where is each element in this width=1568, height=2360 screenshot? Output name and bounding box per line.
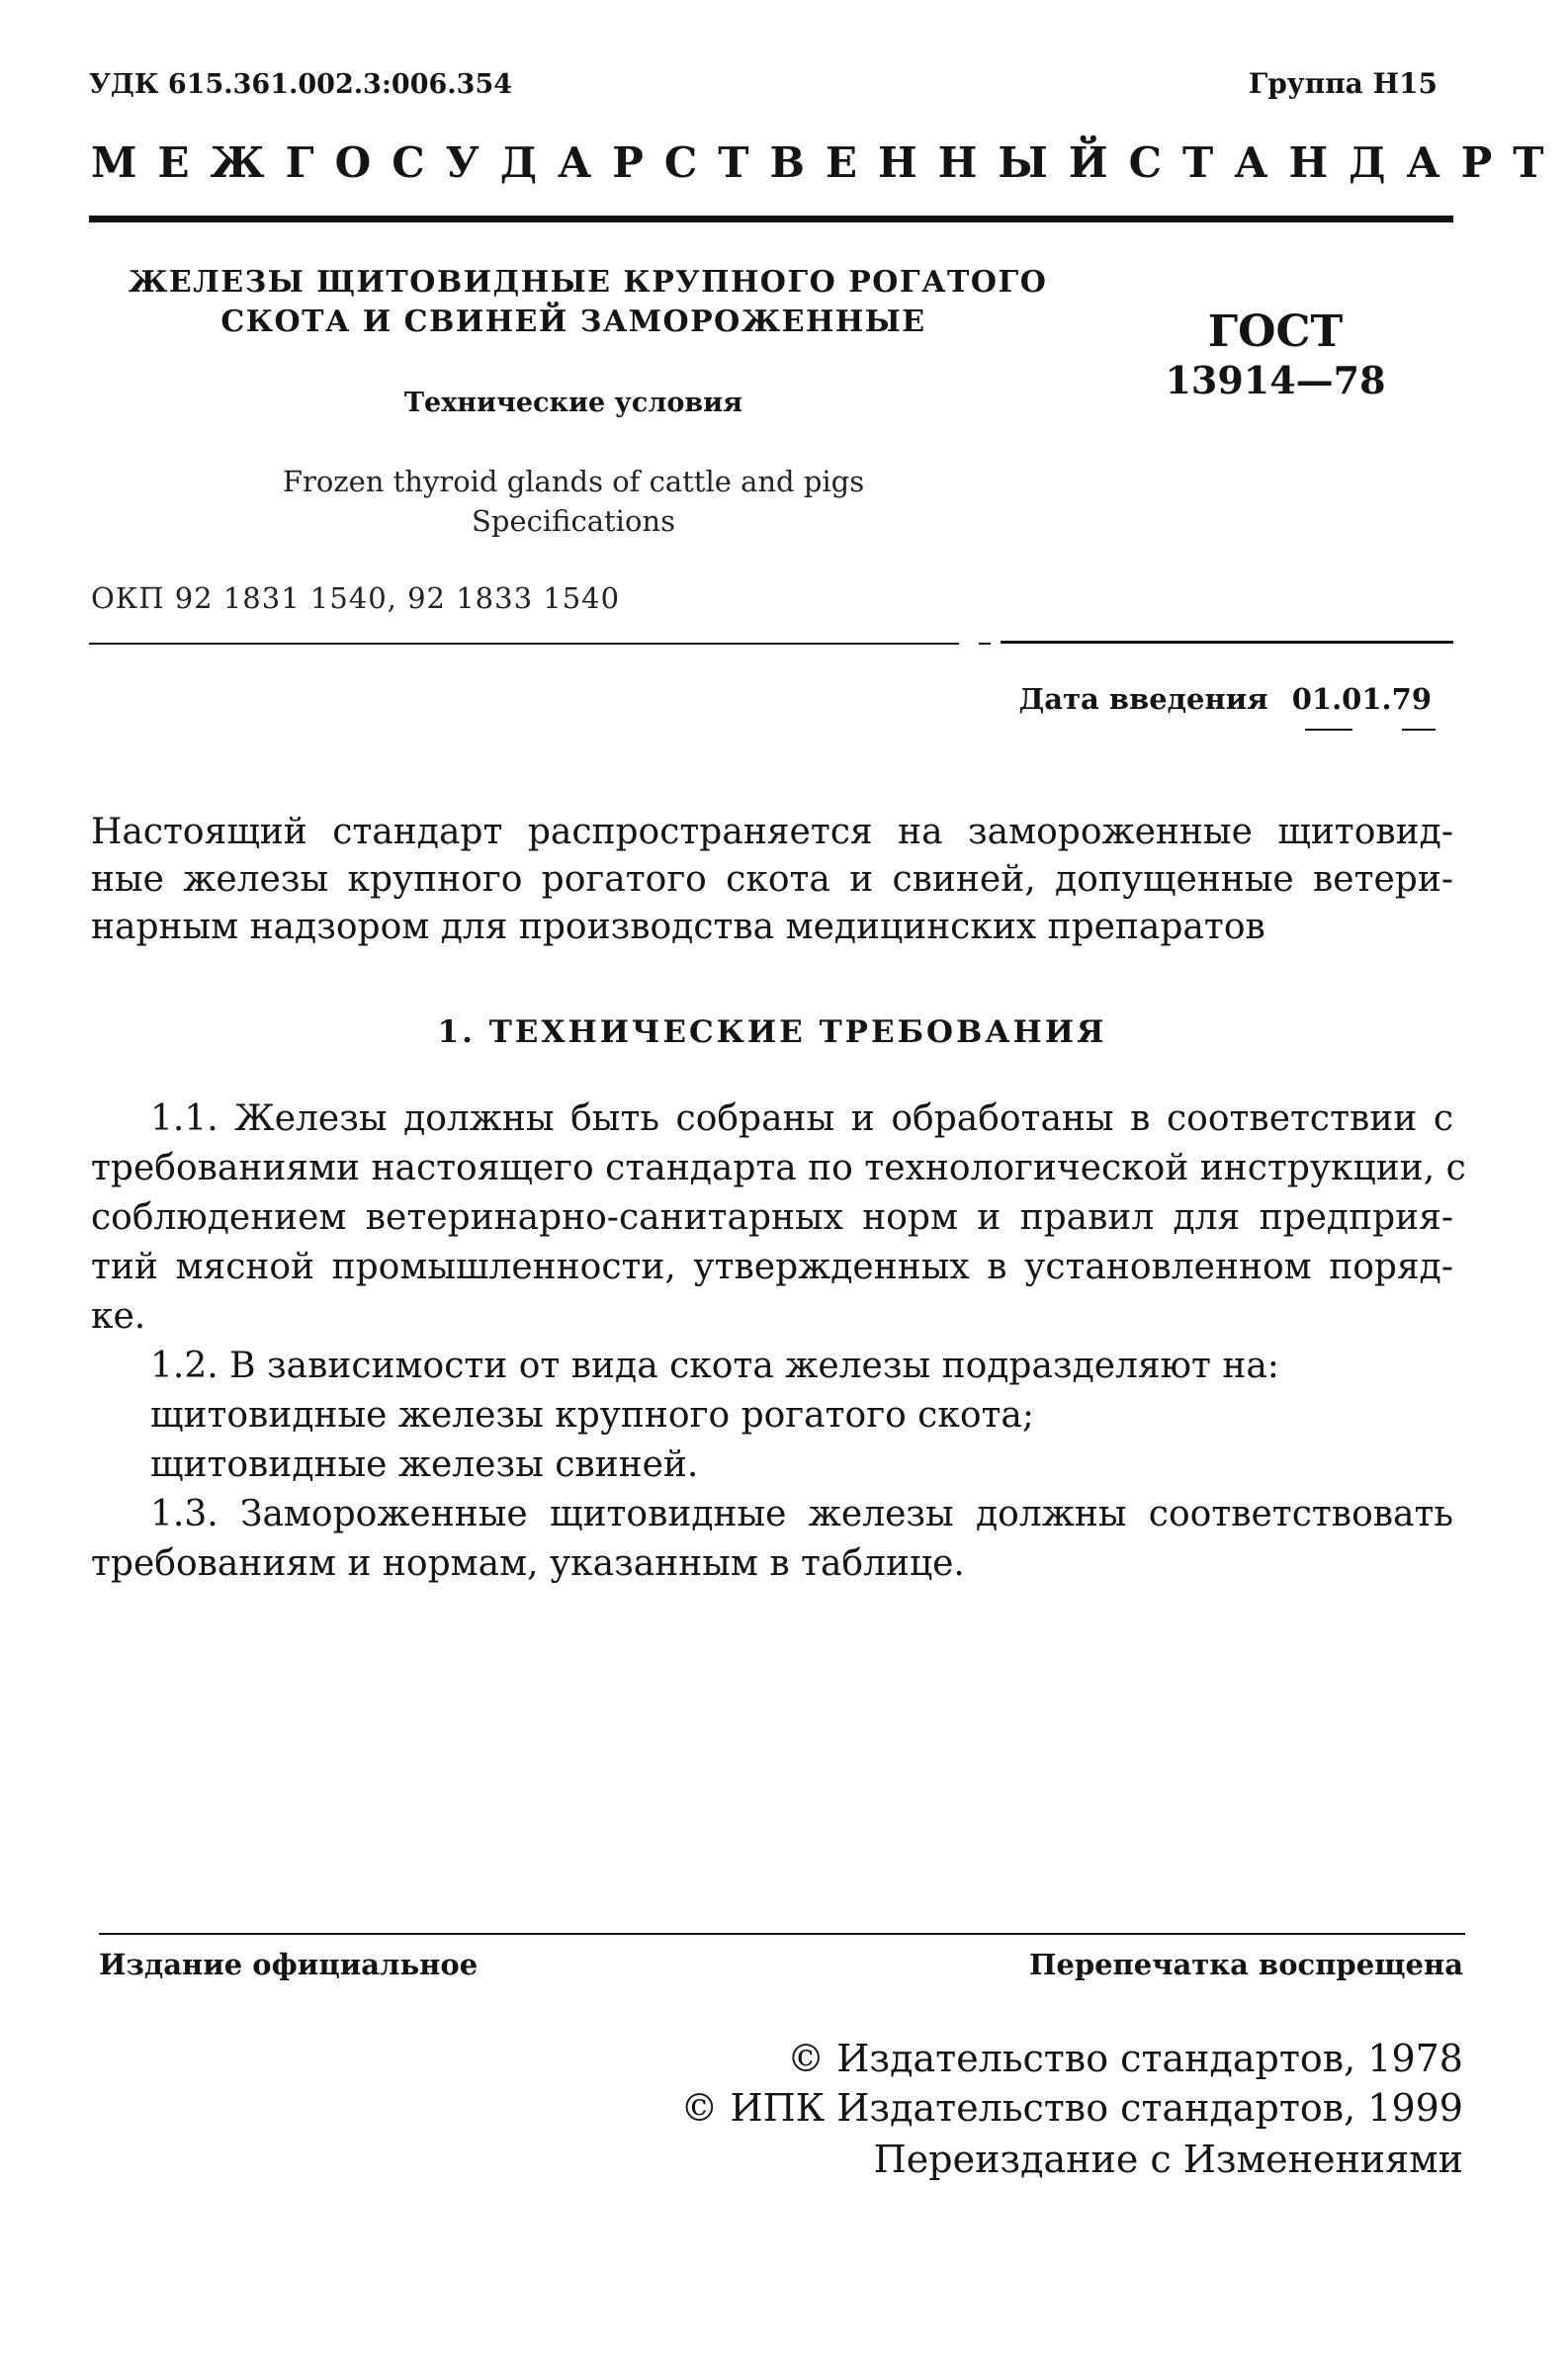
- clause-1-1-line: 1.1. Железы должны быть собраны и обработаны в соответствии с: [150, 1098, 1453, 1139]
- copyright-line: © Издательство стандартов, 1978: [787, 2037, 1463, 2080]
- title-line-1: ЖЕЛЕЗЫ ЩИТОВИДНЫЕ КРУПНОГО РОГАТОГО: [129, 265, 1048, 300]
- intro-line: ные железы крупного рогатого скота и свиней, допущенные ветери-: [91, 859, 1453, 900]
- group-code: Группа Н15: [1248, 67, 1437, 100]
- clause-1-3-line: требованиям и нормам, указанным в таблице.: [91, 1543, 965, 1584]
- introduction-date: [1019, 682, 1433, 716]
- banner-word-interstate: МЕЖГОСУДАРСТВЕННЫЙ: [91, 138, 1129, 187]
- title-rule-right: [1001, 641, 1453, 644]
- reissue-note: Переиздание с Изменениями: [873, 2138, 1463, 2181]
- introduction-date-label: Дата введения: [1018, 682, 1268, 716]
- gost-label: ГОСТ: [1207, 306, 1344, 357]
- title-rule-tick: [979, 643, 991, 645]
- introduction-date-value: 01.01.79: [1291, 682, 1432, 716]
- clause-1-1-line: ке.: [91, 1296, 146, 1337]
- standard-banner: [91, 138, 1565, 187]
- reprint-prohibited-label: Перепечатка воспрещена: [1028, 1948, 1463, 1981]
- banner-word-standard: СТАНДАРТ: [1128, 138, 1565, 187]
- okp-codes: ОКП 92 1831 1540, 92 1833 1540: [91, 581, 621, 615]
- intro-line: Настоящий стандарт распространяется на замороженные щитовид-: [91, 812, 1453, 852]
- date-underline-2: [1402, 729, 1436, 731]
- clause-1-2-line: 1.2. В зависимости от вида скота железы подразделяют на:: [150, 1346, 1279, 1386]
- footer-rule: [99, 1933, 1465, 1935]
- udk-code: УДК 615.361.002.3:006.354: [89, 69, 513, 100]
- english-title-line-1: Frozen thyroid glands of cattle and pigs: [282, 465, 865, 498]
- subtitle: Технические условия: [403, 388, 743, 418]
- section-heading: 1. ТЕХНИЧЕСКИЕ ТРЕБОВАНИЯ: [437, 1014, 1107, 1050]
- header-thick-rule: [89, 216, 1453, 222]
- clause-1-2-item: щитовидные железы крупного рогатого скота;: [150, 1395, 1035, 1436]
- clause-1-1-line: соблюдением ветеринарно-санитарных норм и правил для предприя-: [91, 1197, 1453, 1238]
- gost-number: 13914—78: [1165, 358, 1386, 402]
- date-underline-1: [1305, 729, 1352, 731]
- clause-1-3-line: 1.3. Замороженные щитовидные железы должны соответствовать: [150, 1494, 1453, 1534]
- copyright-line: © ИПК Издательство стандартов, 1999: [680, 2086, 1463, 2130]
- intro-line: нарным надзором для производства медицинских препаратов: [91, 907, 1265, 947]
- official-edition-label: Издание официальное: [99, 1948, 479, 1981]
- title-rule-left: [89, 643, 959, 645]
- english-title-line-2: Specifications: [472, 504, 675, 538]
- title-line-2: СКОТА И СВИНЕЙ ЗАМОРОЖЕННЫЕ: [220, 305, 926, 339]
- clause-1-2-item: щитовидные железы свиней.: [150, 1444, 699, 1485]
- clause-1-1-line: требованиями настоящего стандарта по технологической инструкции, с: [91, 1148, 1466, 1188]
- clause-1-1-line: тий мясной промышленности, утвержденных в установленном поряд-: [91, 1247, 1453, 1287]
